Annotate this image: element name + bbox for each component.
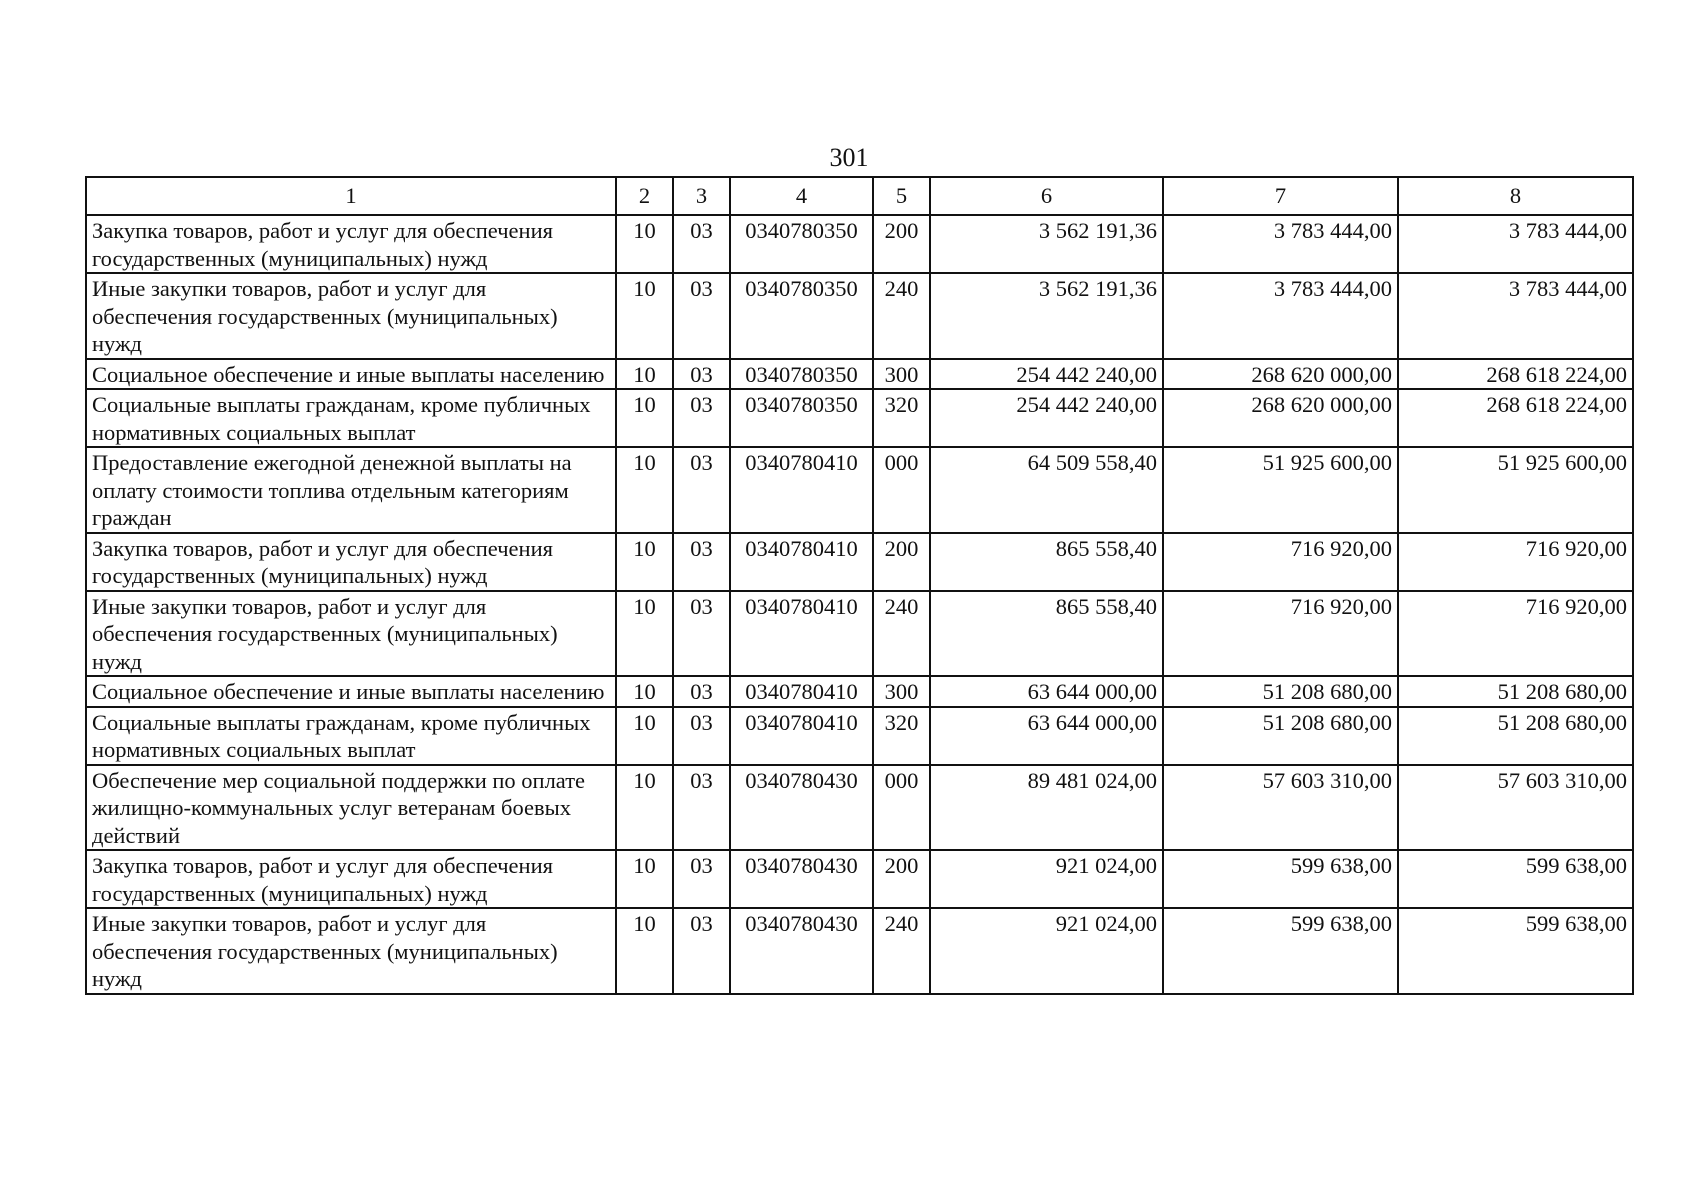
expense-type-code-cell: 240	[873, 591, 930, 677]
table-row	[86, 765, 1633, 851]
amount-col8-cell: 57 603 310,00	[1398, 765, 1633, 851]
column-header: 4	[730, 177, 873, 215]
amount-col7-cell: 599 638,00	[1163, 850, 1398, 908]
section-code-cell: 10	[616, 908, 673, 994]
subsection-code-cell: 03	[673, 707, 730, 765]
amount-col8-cell: 51 208 680,00	[1398, 707, 1633, 765]
amount-col6-cell: 921 024,00	[930, 908, 1163, 994]
amount-col6-cell: 64 509 558,40	[930, 447, 1163, 533]
amount-col6-cell: 254 442 240,00	[930, 389, 1163, 447]
amount-col8-cell: 716 920,00	[1398, 591, 1633, 677]
amount-col7-cell: 51 208 680,00	[1163, 676, 1398, 707]
expense-name-cell: Иные закупки товаров, работ и услуг для обеспечения государственных (муниципальных) нужд	[86, 908, 616, 994]
target-item-code-cell: 0340780430	[730, 850, 873, 908]
section-code-cell: 10	[616, 850, 673, 908]
amount-col8-cell: 599 638,00	[1398, 908, 1633, 994]
subsection-code-cell: 03	[673, 765, 730, 851]
amount-col7-cell: 268 620 000,00	[1163, 359, 1398, 390]
target-item-code-cell: 0340780410	[730, 707, 873, 765]
expense-type-code-cell: 300	[873, 359, 930, 390]
section-code-cell: 10	[616, 273, 673, 359]
expense-name-cell: Иные закупки товаров, работ и услуг для обеспечения государственных (муниципальных) нужд	[86, 273, 616, 359]
amount-col7-cell: 3 783 444,00	[1163, 215, 1398, 273]
expense-name-cell: Социальные выплаты гражданам, кроме публичных нормативных социальных выплат	[86, 389, 616, 447]
table-row	[86, 273, 1633, 359]
expense-name-cell: Социальные выплаты гражданам, кроме публичных нормативных социальных выплат	[86, 707, 616, 765]
section-code-cell: 10	[616, 447, 673, 533]
amount-col7-cell: 716 920,00	[1163, 591, 1398, 677]
expense-type-code-cell: 000	[873, 447, 930, 533]
target-item-code-cell: 0340780350	[730, 273, 873, 359]
amount-col6-cell: 921 024,00	[930, 850, 1163, 908]
amount-col8-cell: 716 920,00	[1398, 533, 1633, 591]
column-header: 6	[930, 177, 1163, 215]
subsection-code-cell: 03	[673, 676, 730, 707]
table-row	[86, 447, 1633, 533]
column-header: 5	[873, 177, 930, 215]
amount-col6-cell: 89 481 024,00	[930, 765, 1163, 851]
amount-col8-cell: 3 783 444,00	[1398, 215, 1633, 273]
expense-type-code-cell: 300	[873, 676, 930, 707]
subsection-code-cell: 03	[673, 359, 730, 390]
target-item-code-cell: 0340780430	[730, 765, 873, 851]
expense-name-cell: Закупка товаров, работ и услуг для обеспечения государственных (муниципальных) нужд	[86, 215, 616, 273]
section-code-cell: 10	[616, 215, 673, 273]
amount-col8-cell: 3 783 444,00	[1398, 273, 1633, 359]
amount-col6-cell: 63 644 000,00	[930, 676, 1163, 707]
section-code-cell: 10	[616, 707, 673, 765]
amount-col8-cell: 599 638,00	[1398, 850, 1633, 908]
column-header: 8	[1398, 177, 1633, 215]
amount-col8-cell: 51 925 600,00	[1398, 447, 1633, 533]
expense-type-code-cell: 320	[873, 707, 930, 765]
table-row	[86, 591, 1633, 677]
table-row	[86, 533, 1633, 591]
page-number: 301	[829, 143, 869, 172]
amount-col6-cell: 3 562 191,36	[930, 273, 1163, 359]
amount-col6-cell: 865 558,40	[930, 591, 1163, 677]
target-item-code-cell: 0340780430	[730, 908, 873, 994]
target-item-code-cell: 0340780350	[730, 389, 873, 447]
amount-col6-cell: 254 442 240,00	[930, 359, 1163, 390]
section-code-cell: 10	[616, 765, 673, 851]
amount-col6-cell: 865 558,40	[930, 533, 1163, 591]
section-code-cell: 10	[616, 359, 673, 390]
expense-name-cell: Предоставление ежегодной денежной выплаты на оплату стоимости топлива отдельным категориям граждан	[86, 447, 616, 533]
amount-col7-cell: 57 603 310,00	[1163, 765, 1398, 851]
target-item-code-cell: 0340780350	[730, 359, 873, 390]
amount-col7-cell: 51 925 600,00	[1163, 447, 1398, 533]
table-row	[86, 850, 1633, 908]
amount-col7-cell: 51 208 680,00	[1163, 707, 1398, 765]
table-row	[86, 389, 1633, 447]
subsection-code-cell: 03	[673, 273, 730, 359]
expense-name-cell: Иные закупки товаров, работ и услуг для обеспечения государственных (муниципальных) нужд	[86, 591, 616, 677]
subsection-code-cell: 03	[673, 533, 730, 591]
target-item-code-cell: 0340780410	[730, 533, 873, 591]
expense-type-code-cell: 240	[873, 273, 930, 359]
expense-type-code-cell: 000	[873, 765, 930, 851]
section-code-cell: 10	[616, 389, 673, 447]
amount-col7-cell: 716 920,00	[1163, 533, 1398, 591]
table-body	[86, 215, 1633, 994]
section-code-cell: 10	[616, 676, 673, 707]
column-header: 3	[673, 177, 730, 215]
amount-col6-cell: 3 562 191,36	[930, 215, 1163, 273]
table-row	[86, 215, 1633, 273]
expense-type-code-cell: 200	[873, 215, 930, 273]
subsection-code-cell: 03	[673, 215, 730, 273]
expense-name-cell: Закупка товаров, работ и услуг для обеспечения государственных (муниципальных) нужд	[86, 533, 616, 591]
target-item-code-cell: 0340780410	[730, 591, 873, 677]
subsection-code-cell: 03	[673, 447, 730, 533]
subsection-code-cell: 03	[673, 389, 730, 447]
expense-name-cell: Социальное обеспечение и иные выплаты населению	[86, 676, 616, 707]
amount-col7-cell: 268 620 000,00	[1163, 389, 1398, 447]
expense-type-code-cell: 200	[873, 850, 930, 908]
table-row	[86, 707, 1633, 765]
expense-name-cell: Закупка товаров, работ и услуг для обеспечения государственных (муниципальных) нужд	[86, 850, 616, 908]
subsection-code-cell: 03	[673, 591, 730, 677]
amount-col7-cell: 599 638,00	[1163, 908, 1398, 994]
section-code-cell: 10	[616, 533, 673, 591]
amount-col7-cell: 3 783 444,00	[1163, 273, 1398, 359]
amount-col6-cell: 63 644 000,00	[930, 707, 1163, 765]
table-row	[86, 908, 1633, 994]
expense-type-code-cell: 240	[873, 908, 930, 994]
table-row	[86, 359, 1633, 390]
expense-type-code-cell: 200	[873, 533, 930, 591]
column-number-row	[86, 177, 1633, 215]
target-item-code-cell: 0340780350	[730, 215, 873, 273]
table-row	[86, 676, 1633, 707]
amount-col8-cell: 268 618 224,00	[1398, 359, 1633, 390]
subsection-code-cell: 03	[673, 908, 730, 994]
expense-name-cell: Социальное обеспечение и иные выплаты населению	[86, 359, 616, 390]
column-header: 7	[1163, 177, 1398, 215]
budget-table	[85, 176, 1634, 995]
expense-type-code-cell: 320	[873, 389, 930, 447]
column-header: 1	[86, 177, 616, 215]
target-item-code-cell: 0340780410	[730, 676, 873, 707]
amount-col8-cell: 51 208 680,00	[1398, 676, 1633, 707]
amount-col8-cell: 268 618 224,00	[1398, 389, 1633, 447]
column-header: 2	[616, 177, 673, 215]
expense-name-cell: Обеспечение мер социальной поддержки по оплате жилищно-коммунальных услуг ветеранам боевых действий	[86, 765, 616, 851]
section-code-cell: 10	[616, 591, 673, 677]
subsection-code-cell: 03	[673, 850, 730, 908]
target-item-code-cell: 0340780410	[730, 447, 873, 533]
